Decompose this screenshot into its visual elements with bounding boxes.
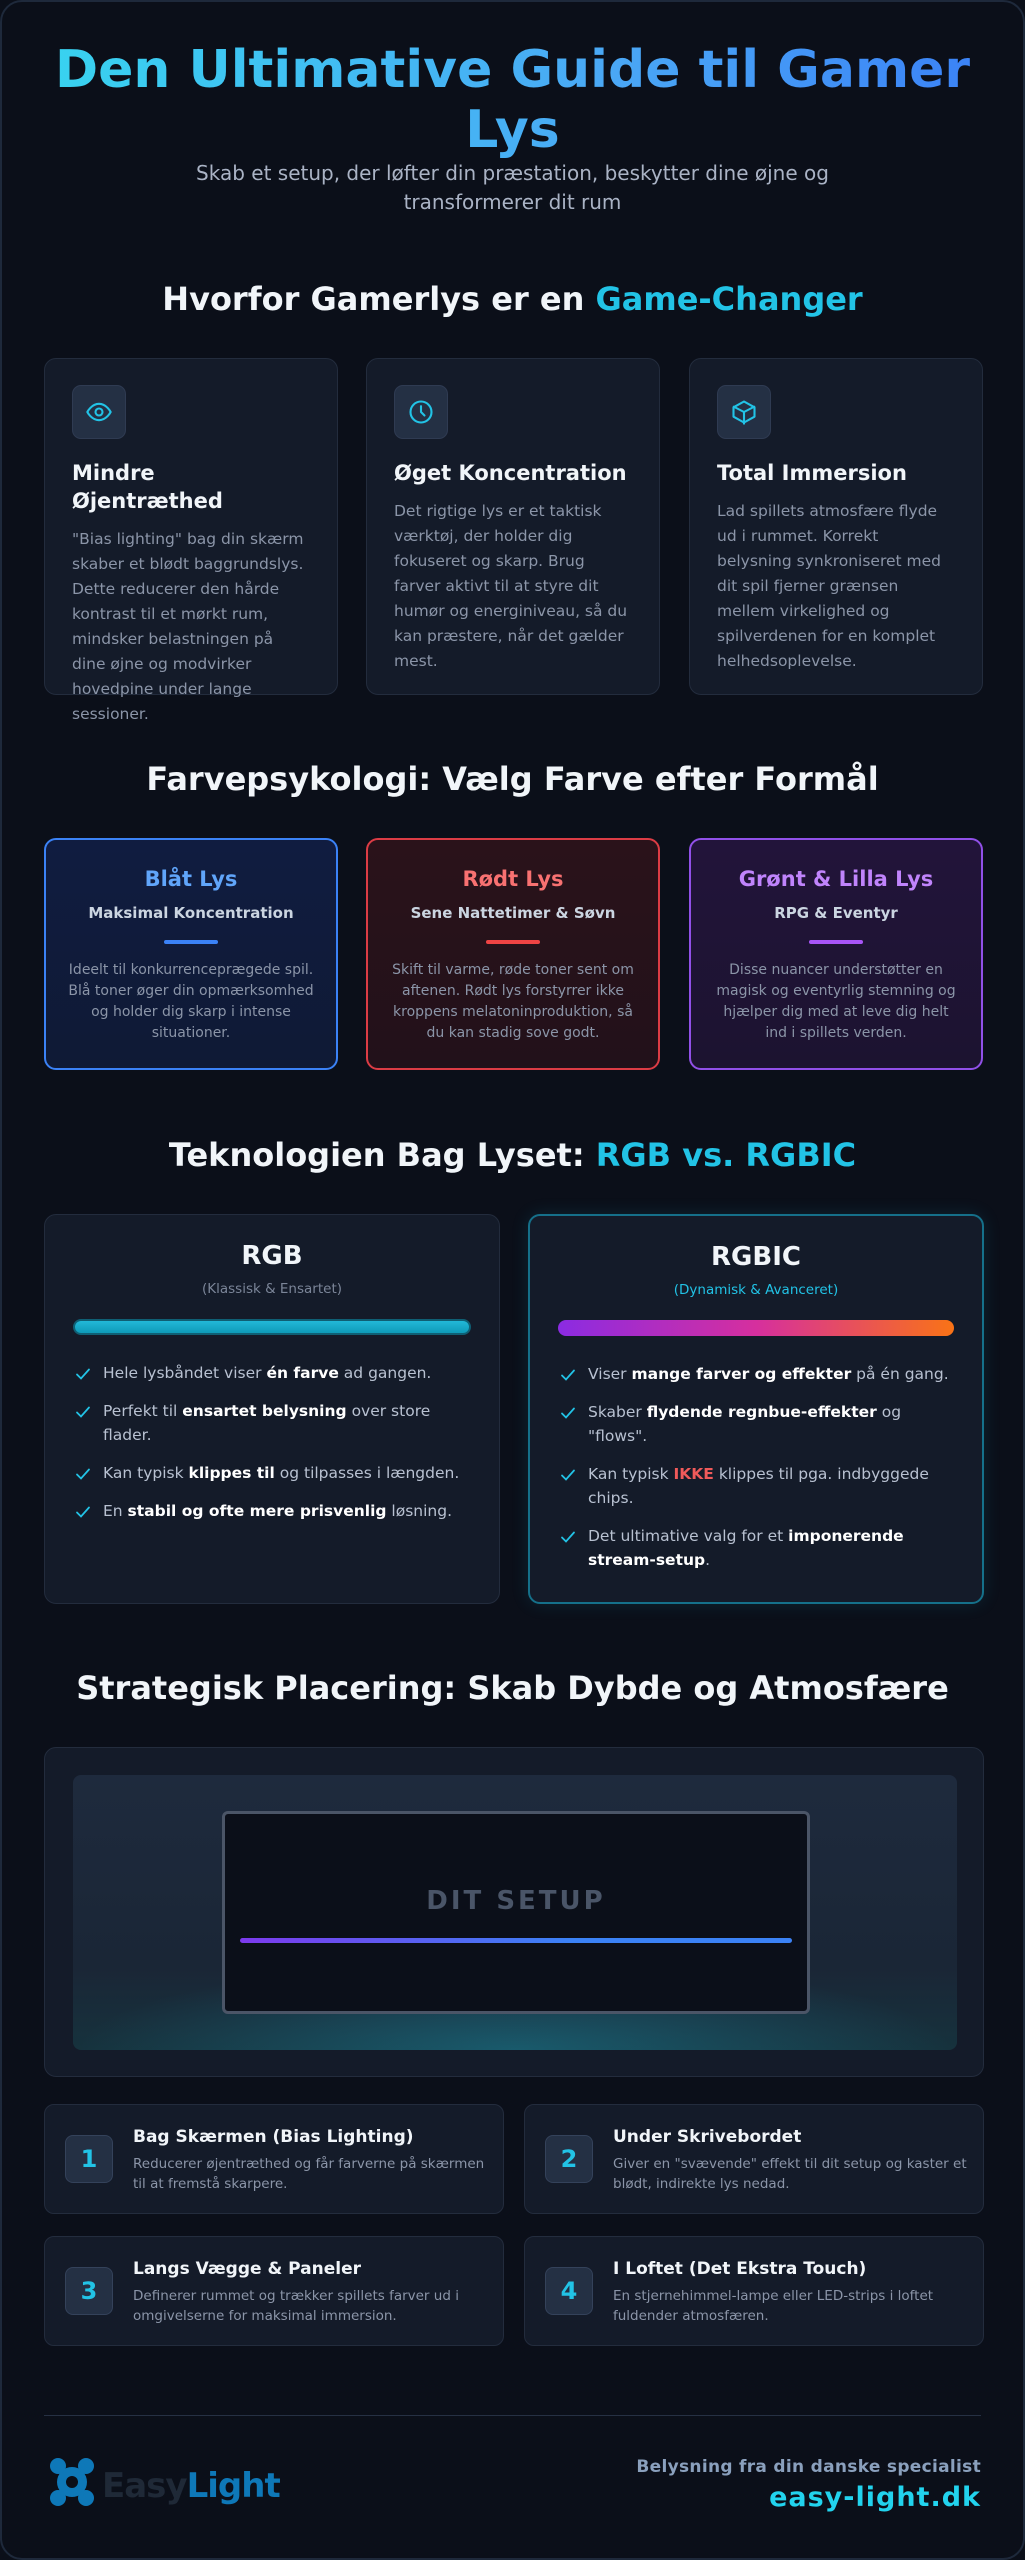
color-card-divider [809, 940, 863, 944]
step-text: En stjernehimmel-lampe eller LED-strips i loftet fuldender atmosfæren. [613, 2288, 934, 2324]
color-card-text: Ideelt til konkurrenceprægede spil. Blå toner øger din opmærksomhed og holder dig skarp i intense situationer. [68, 962, 314, 1041]
monitor-light-strip [240, 1938, 792, 1943]
why-section-title [22, 279, 1003, 319]
logo-wordmark [102, 2466, 280, 2506]
item-text: En [103, 1502, 128, 1520]
check-icon [560, 1404, 576, 1428]
item-text: Perfekt til [103, 1402, 183, 1420]
list-item [558, 1400, 954, 1448]
item-text: Kan typisk [588, 1465, 674, 1483]
color-card-subtitle: Sene Nattetimer & Søvn [410, 904, 616, 922]
check-icon [560, 1466, 576, 1490]
item-emphasis: mange farver og effekter [631, 1365, 852, 1383]
rgb-single-color-strip [73, 1319, 471, 1335]
rgbic-card [528, 1214, 984, 1604]
step-title: I Loftet (Det Ekstra Touch) [613, 2259, 867, 2279]
color-card-text: Skift til varme, røde toner sent om aftenen. Rødt lys forstyrrer ikke kroppens melatoninproduktion, så du kan stadig sove godt. [392, 962, 634, 1041]
step-text: Definerer rummet og trækker spillets farver ud i omgivelserne for maksimal immersion. [133, 2288, 459, 2324]
check-icon [75, 1403, 91, 1427]
check-icon [75, 1503, 91, 1527]
why-card-immersion [689, 358, 983, 695]
list-item [558, 1524, 954, 1572]
item-text: løsning. [386, 1502, 452, 1520]
rgb-subtitle: (Klassisk & Ensartet) [201, 1281, 343, 1297]
tech-title-accent: RGB vs. RGBIC [595, 1136, 857, 1174]
monitor-label: DIT SETUP [426, 1886, 606, 1916]
check-icon [75, 1465, 91, 1489]
item-text: over store flader. [103, 1402, 431, 1444]
item-text: Det ultimative valg for et [588, 1527, 789, 1545]
why-card-title: Mindre Øjentræthed [72, 461, 223, 513]
rgbic-subtitle: (Dynamisk & Avanceret) [673, 1282, 839, 1298]
footer-tagline: Belysning fra din danske specialist [636, 2457, 981, 2477]
why-title-prefix: Hvorfor Gamerlys er en [162, 280, 596, 318]
placement-step-2 [524, 2104, 984, 2214]
why-title-accent: Game-Changer [595, 280, 863, 318]
monitor [222, 1811, 810, 2014]
why-card-title: Total Immersion [717, 461, 907, 485]
tech-title-prefix: Teknologien Bag Lyset: [168, 1136, 596, 1174]
color-section-title: Farvepsykologi: Vælg Farve efter Formål [146, 760, 879, 798]
color-card-subtitle: Maksimal Koncentration [88, 904, 294, 922]
list-item [73, 1361, 471, 1385]
page-title: Den Ultimative Guide til Gamer Lys [42, 40, 983, 160]
cube-icon [717, 385, 771, 439]
footer-url-link[interactable]: easy-light.dk [769, 2482, 981, 2513]
tech-section-title [22, 1135, 1003, 1175]
item-emphasis: ensartet belysning [182, 1402, 347, 1420]
item-emphasis: IKKE [673, 1465, 714, 1483]
page-subtitle: Skab et setup, der løfter din præstation, beskytter dine øjne og transformerer dit rum [196, 161, 829, 214]
step-number: 2 [545, 2135, 593, 2183]
item-text: . [705, 1551, 711, 1569]
why-card-text: Det rigtige lys er et taktisk værktøj, der holder dig fokuseret og skarp. Brug farver aktivt til at styre dit humør og energiniveau, så du kan præstere, når det gælder mest. [394, 502, 628, 670]
item-emphasis: klippes til [188, 1464, 275, 1482]
step-number: 3 [65, 2267, 113, 2315]
rgbic-feature-list [558, 1362, 954, 1572]
color-card-title: Grønt & Lilla Lys [738, 867, 934, 891]
rgbic-rainbow-strip [558, 1320, 954, 1336]
rgb-title: RGB [241, 1241, 303, 1271]
item-emphasis: flydende regnbue-effekter [646, 1403, 877, 1421]
item-text: klippes til pga. indbyggede chips. [588, 1465, 929, 1507]
color-card-text: Disse nuancer understøtter en magisk og eventyrlig stemning og hjælper dig med at leve dig helt ind i spillets verden. [716, 962, 956, 1041]
why-card-eye-strain [44, 358, 338, 723]
step-title: Langs Vægge & Paneler [133, 2259, 362, 2279]
logo-mark-icon [44, 2452, 102, 2516]
clock-icon [394, 385, 448, 439]
step-number: 4 [545, 2267, 593, 2315]
why-card-text: "Bias lighting" bag din skærm skaber et blødt baggrundslys. Dette reducerer den hårde kontrast til et mørkt rum, mindsker belastningen på dine øjne og modvirker hovedpine under lange sessioner. [72, 530, 304, 723]
step-number: 1 [65, 2135, 113, 2183]
item-text: Skaber [588, 1403, 647, 1421]
step-title: Under Skrivebordet [613, 2127, 802, 2147]
item-text: og "flows". [588, 1403, 902, 1445]
item-text: Hele lysbåndet viser [103, 1364, 267, 1382]
placement-step-4 [524, 2236, 984, 2346]
color-card-red [366, 838, 660, 1070]
list-item [73, 1461, 471, 1485]
item-text: på én gang. [851, 1365, 949, 1383]
list-item [73, 1499, 471, 1523]
item-emphasis: én farve [266, 1364, 339, 1382]
item-text: ad gangen. [338, 1364, 432, 1382]
step-text: Reducerer øjentræthed og får farverne på skærmen til at fremstå skarpere. [133, 2156, 485, 2192]
item-text: Viser [588, 1365, 632, 1383]
color-card-title: Rødt Lys [462, 867, 564, 891]
placement-step-3 [44, 2236, 504, 2346]
why-card-title: Øget Koncentration [394, 461, 627, 485]
check-icon [560, 1528, 576, 1552]
item-text: Kan typisk [103, 1464, 189, 1482]
why-card-concentration [366, 358, 660, 695]
color-card-purple [689, 838, 983, 1070]
check-icon [75, 1365, 91, 1389]
step-text: Giver en "svævende" effekt til dit setup og kaster et blødt, indirekte lys nedad. [613, 2156, 967, 2192]
list-item [73, 1399, 471, 1447]
color-card-subtitle: RPG & Eventyr [774, 904, 898, 922]
eye-icon [72, 385, 126, 439]
list-item [558, 1362, 954, 1386]
step-title: Bag Skærmen (Bias Lighting) [133, 2127, 414, 2147]
setup-illustration [44, 1747, 984, 2077]
check-icon [560, 1366, 576, 1390]
list-item [558, 1462, 954, 1510]
rgbic-title: RGBIC [711, 1242, 801, 1272]
item-text: og tilpasses i længden. [274, 1464, 460, 1482]
color-card-title: Blåt Lys [144, 867, 238, 891]
color-card-divider [164, 940, 218, 944]
placement-section-title: Strategisk Placering: Skab Dybde og Atmosfære [76, 1669, 949, 1707]
logo-light: Light [186, 2466, 280, 2506]
rgb-feature-list [73, 1361, 471, 1523]
footer-divider [44, 2415, 981, 2416]
easylight-logo[interactable] [44, 2452, 280, 2516]
placement-step-1 [44, 2104, 504, 2214]
rgb-card [44, 1214, 500, 1604]
why-card-text: Lad spillets atmosfære flyde ud i rummet. Korrekt belysning synkroniseret med dit spil fjerner grænsen mellem virkelighed og spilverdenen for en komplet helhedsoplevelse. [717, 502, 942, 670]
setup-room [73, 1775, 957, 2050]
item-emphasis: imponerende stream-setup [588, 1527, 904, 1569]
color-card-divider [486, 940, 540, 944]
item-emphasis: stabil og ofte mere prisvenlig [127, 1502, 387, 1520]
color-card-blue [44, 838, 338, 1070]
logo-easy: Easy [102, 2466, 187, 2506]
